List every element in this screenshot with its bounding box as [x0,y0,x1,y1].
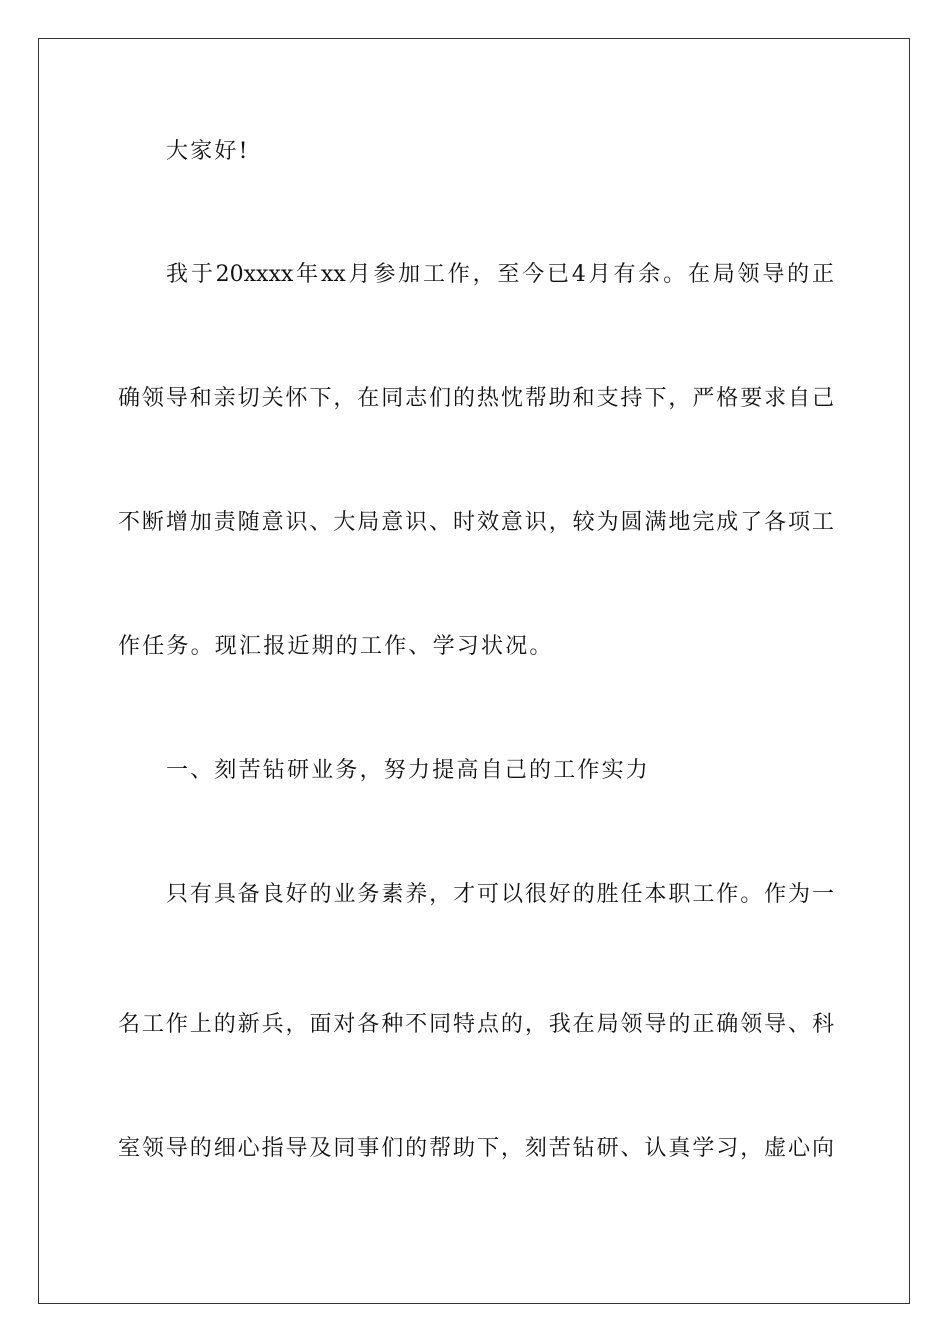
section-heading-1: 一、刻苦钻研业务，努力提高自己的工作实力 [166,758,651,783]
paragraph-1-line-4: 作任务。现汇报近期的工作、学习状况。 [118,634,554,659]
paragraph-2-line-3: 室领导的细心指导及同事们的帮助下，刻苦钻研、认真学习，虚心向 [118,1136,834,1161]
paragraph-1-line-1: 我于20xxxx年xx月参加工作，至今已4月有余。在局领导的正 [166,262,834,287]
greeting-line: 大家好! [166,139,250,164]
page-frame [38,38,910,1304]
paragraph-1-line-3: 不断增加责随意识、大局意识、时效意识，较为圆满地完成了各项工 [118,510,834,535]
paragraph-1-line-2: 确领导和亲切关怀下，在同志们的热忱帮助和支持下，严格要求自己 [118,386,834,411]
paragraph-2-line-2: 名工作上的新兵，面对各种不同特点的，我在局领导的正确领导、科 [118,1012,834,1037]
paragraph-2-line-1: 只有具备良好的业务素养，才可以很好的胜任本职工作。作为一 [166,882,834,907]
